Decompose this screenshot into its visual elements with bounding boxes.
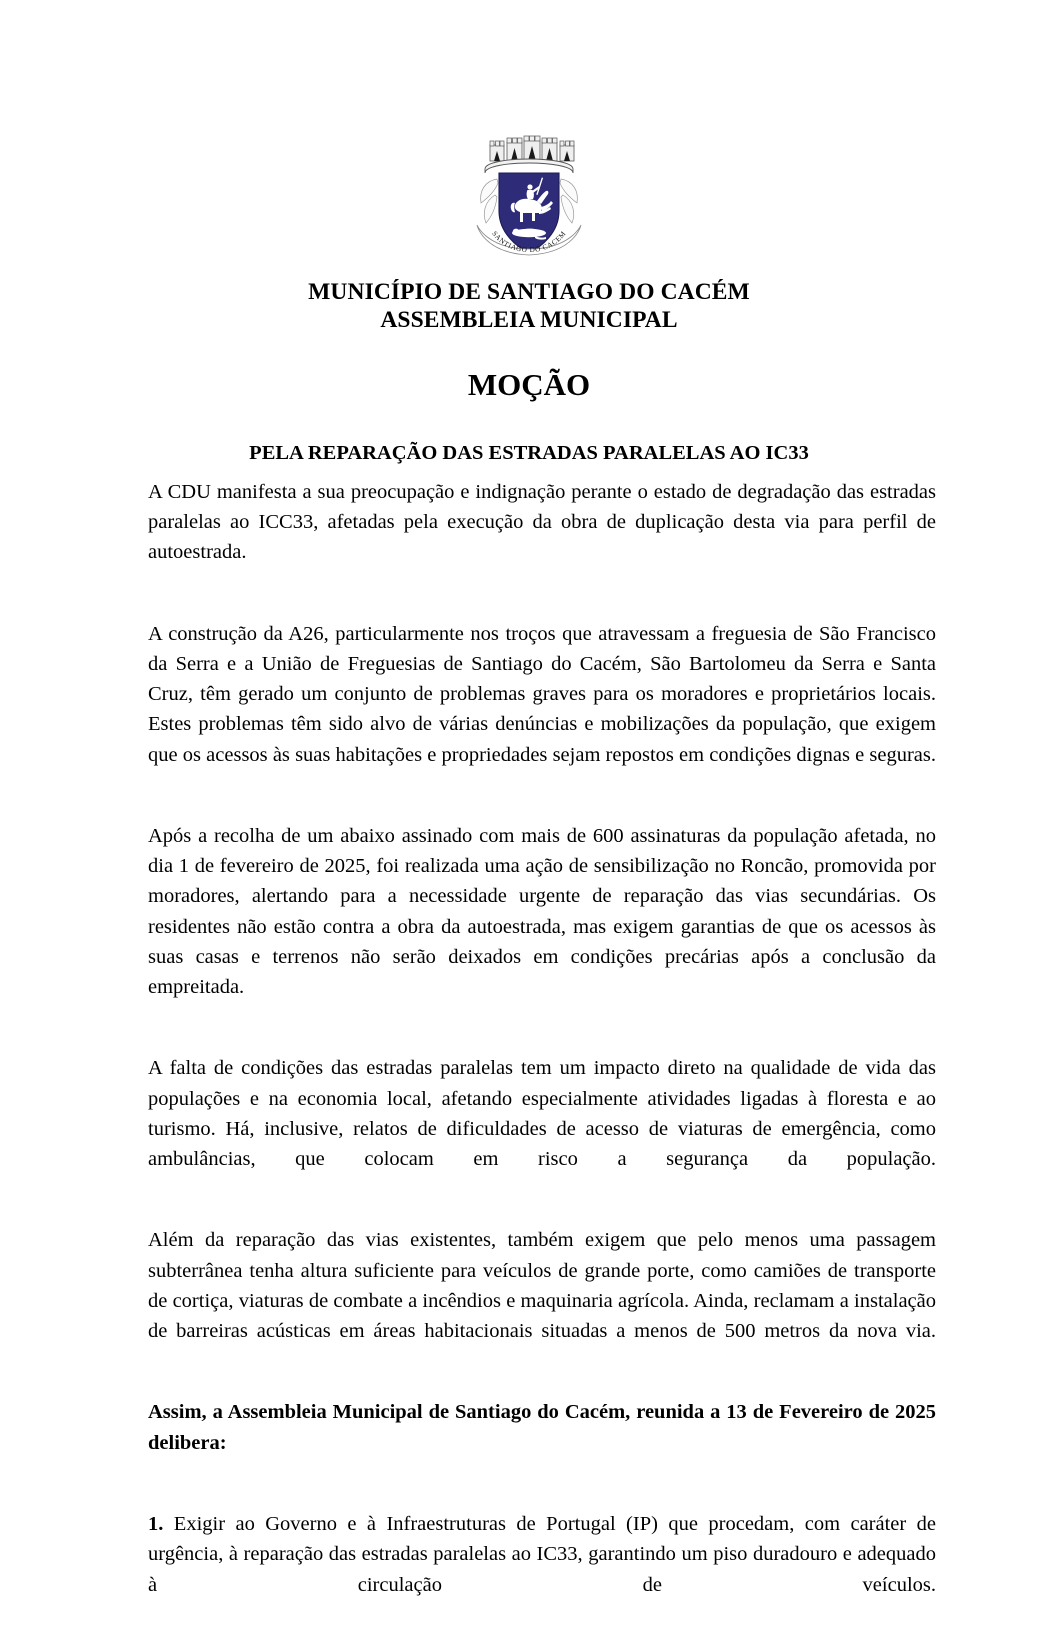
assembly-title: ASSEMBLEIA MUNICIPAL [380, 307, 678, 333]
resolution-item-number: 1. [148, 1513, 164, 1536]
document-subject: PELA REPARAÇÃO DAS ESTRADAS PARALELAS AO IC33 [249, 442, 809, 464]
paragraph: Além da reparação das vias existentes, também exigem que pelo menos uma passagem subterrânea tenha altura suficiente para veículos de grande porte, como camiões de transporte de cortiça, viaturas de combate a incêndios e maquinaria agrícola. Ainda, reclamam a instalação de barreiras acústicas em áreas habitacionais situadas a menos de 500 metros da nova via. [148, 1229, 936, 1343]
resolution-item-text: Exigir ao Governo e à Infraestruturas de Portugal (IP) que procedam, com caráter de urgência, à reparação das estradas paralelas ao IC33, garantindo um piso duradouro e adequado à circulação de veículos. [148, 1513, 936, 1596]
emblem-container [0, 133, 1058, 271]
document-type-title: MOÇÃO [467, 367, 591, 402]
emblem-banner-text: SANTIAGO DO CACEM [490, 229, 568, 255]
paragraph: Após a recolha de um abaixo assinado com mais de 600 assinaturas da população afetada, no dia 1 de fevereiro de 2025, foi realizada uma ação de sensibilização no Roncão, promovida por moradores, alertando para a necessidade urgente de reparação das vias secundárias. Os residentes não estão contra a obra da autoestrada, mas exigem garantias de que os acessos às suas casas e terrenos não serão deixados em condições precárias após a conclusão da empreitada. [148, 825, 936, 999]
municipality-title: MUNICÍPIO DE SANTIAGO DO CACÉM [308, 279, 750, 305]
mural-crown-icon [485, 136, 574, 173]
resolution-intro: Assim, a Assembleia Municipal de Santiago do Cacém, reunida a 13 de Fevereiro de 2025 delibera: [148, 1401, 936, 1454]
resolution-item [148, 1509, 936, 1630]
coat-of-arms-icon [469, 133, 589, 271]
paragraph: A CDU manifesta a sua preocupação e indignação perante o estado de degradação das estradas paralelas ao ICC33, afetadas pela execução da obra de duplicação desta via para perfil de autoestrada. [148, 481, 936, 564]
paragraph: A falta de condições das estradas paralelas tem um impacto direto na qualidade de vida das populações e na economia local, afetando especialmente atividades ligadas à floresta e ao turismo. Há, inclusive, relatos de dificuldades de acesso de viaturas de emergência, como ambulâncias, que colocam em risco a segurança da população. [148, 1057, 936, 1171]
document-header [0, 278, 1058, 465]
document-body [148, 477, 936, 1630]
paragraph: A construção da A26, particularmente nos troços que atravessam a freguesia de São Francisco da Serra e a União de Freguesias de Santiago do Cacém, São Bartolomeu da Serra e Santa Cruz, têm gerado um conjunto de problemas graves para os moradores e proprietários locais. Estes problemas têm sido alvo de várias denúncias e mobilizações da população, que exigem que os acessos às suas habitações e propriedades sejam repostos em condições dignas e seguras. [148, 622, 936, 766]
